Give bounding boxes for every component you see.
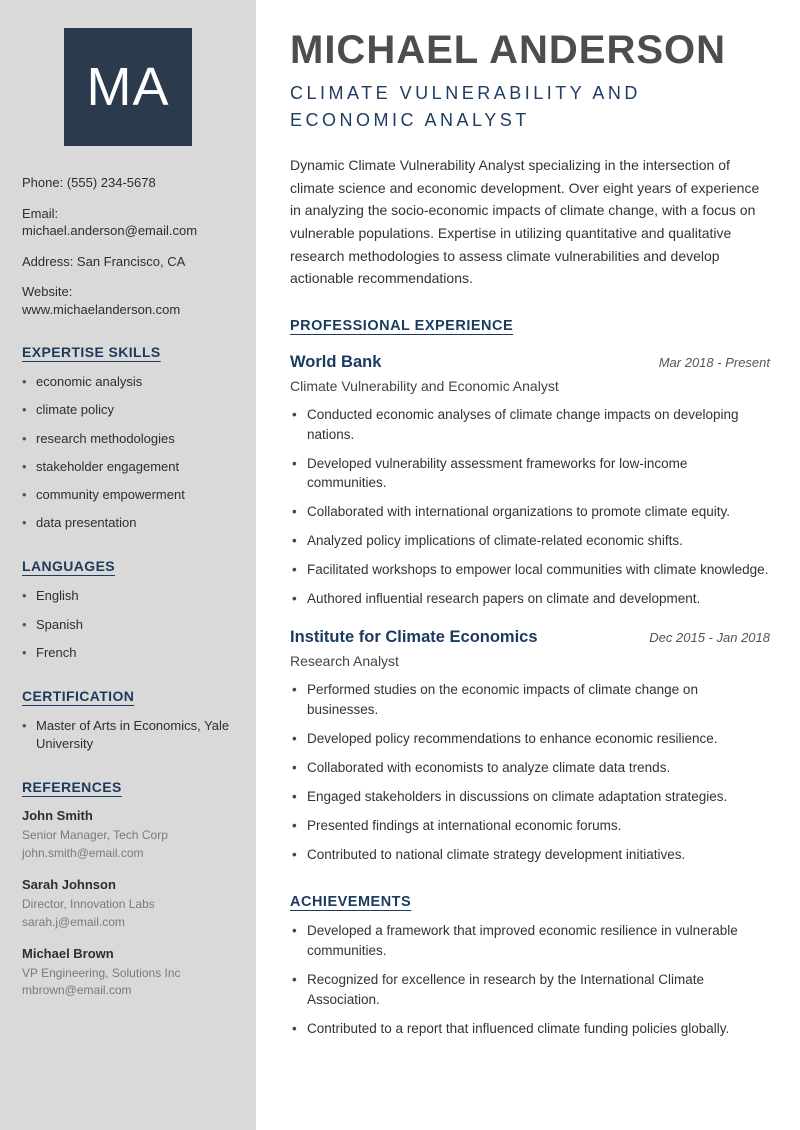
contact-info <box>22 174 234 318</box>
summary-paragraph: Dynamic Climate Vulnerability Analyst specializing in the intersection of climate science and economic development. Over eight years of experience in analyzing the socio-economic impacts of climate change, with a focus on vulnerable populations. Expertise in utilizing quantitative and qualitative research methodologies to assess climate vulnerabilities and develop actionable recommendations. <box>290 157 760 287</box>
achievement-item: • Developed a framework that improved economic resilience in vulnerable communities. <box>290 921 770 960</box>
role-title: Research Analyst <box>290 653 399 670</box>
references-heading: REFERENCES <box>22 779 122 796</box>
achievement-item: • Contributed to a report that influenced climate funding policies globally. <box>290 1019 770 1039</box>
sidebar <box>0 0 256 1130</box>
reference-email: sarah.j@email.com <box>22 914 125 929</box>
experience-bullet: • Performed studies on the economic impacts of climate change on businesses. <box>290 680 770 719</box>
languages-heading: LANGUAGES <box>22 558 116 575</box>
reference-name: John Smith <box>22 808 93 824</box>
achievements-heading: ACHIEVEMENTS <box>290 894 412 911</box>
languages-list <box>22 587 234 662</box>
person-job-title: CLIMATE VULNERABILITY AND ECONOMIC ANALYST <box>290 83 641 130</box>
skill-item: • research methodologies <box>22 430 234 448</box>
skill-item: • community empowerment <box>22 486 234 504</box>
experience-bullet: • Presented findings at international economic forums. <box>290 816 770 836</box>
contact-phone: Phone: (555) 234-5678 <box>22 175 156 190</box>
contact-address: Address: San Francisco, CA <box>22 253 186 269</box>
reference-role: Director, Innovation Labs <box>22 897 155 912</box>
experience-bullet: • Collaborated with economists to analyze climate data trends. <box>290 758 770 778</box>
reference-role: Senior Manager, Tech Corp <box>22 828 168 843</box>
experience-bullet: • Contributed to national climate strategy development initiatives. <box>290 845 770 865</box>
reference-role: VP Engineering, Solutions Inc <box>22 965 181 980</box>
references-section <box>22 779 234 999</box>
experience-bullets <box>290 405 770 609</box>
skill-item: • data presentation <box>22 514 234 532</box>
certification-section <box>22 688 234 753</box>
experience-header <box>290 353 770 372</box>
experience-bullet: • Developed vulnerability assessment frameworks for low-income communities. <box>290 454 770 493</box>
reference-name: Sarah Johnson <box>22 877 116 893</box>
company-name: Institute for Climate Economics <box>290 628 538 647</box>
experience-bullet: • Authored influential research papers on climate and development. <box>290 589 770 609</box>
certification-list <box>22 717 234 753</box>
experience-bullet: • Developed policy recommendations to enhance economic resilience. <box>290 729 770 749</box>
experience-bullet: • Engaged stakeholders in discussions on climate adaptation strategies. <box>290 787 770 807</box>
monogram-avatar: MA <box>64 28 192 146</box>
experience-bullets <box>290 680 770 864</box>
main-content <box>256 0 800 1130</box>
expertise-skills-heading: EXPERTISE SKILLS <box>22 344 161 361</box>
achievement-item: • Recognized for excellence in research by the International Climate Association. <box>290 970 770 1009</box>
expertise-skills-section <box>22 344 234 532</box>
skill-item: • economic analysis <box>22 373 234 391</box>
employment-dates: Mar 2018 - Present <box>658 355 770 371</box>
skill-item: • stakeholder engagement <box>22 458 234 476</box>
languages-section <box>22 558 234 662</box>
professional-experience-heading: PROFESSIONAL EXPERIENCE <box>290 318 514 335</box>
reference-entry <box>22 808 234 862</box>
experience-header <box>290 628 770 647</box>
employment-dates: Dec 2015 - Jan 2018 <box>649 630 770 646</box>
experience-bullet: • Collaborated with international organizations to promote climate equity. <box>290 502 770 522</box>
experience-bullet: • Analyzed policy implications of climate-related economic shifts. <box>290 531 770 551</box>
contact-email: Email: michael.anderson@email.com <box>22 205 198 239</box>
reference-entry <box>22 946 234 1000</box>
reference-name: Michael Brown <box>22 945 114 961</box>
achievements-section <box>290 894 770 1038</box>
skill-item: • climate policy <box>22 401 234 419</box>
company-name: World Bank <box>290 353 382 372</box>
role-title: Climate Vulnerability and Economic Analyst <box>290 378 559 395</box>
reference-entry <box>22 877 234 931</box>
contact-website: Website: www.michaelanderson.com <box>22 284 181 317</box>
reference-email: john.smith@email.com <box>22 845 144 860</box>
achievements-list <box>290 921 770 1038</box>
language-item: • French <box>22 644 234 662</box>
language-item: • Spanish <box>22 616 234 634</box>
certification-heading: CERTIFICATION <box>22 687 135 704</box>
reference-email: mbrown@email.com <box>22 983 132 998</box>
language-item: • English <box>22 587 234 605</box>
experience-entry <box>290 353 770 609</box>
experience-bullet: • Conducted economic analyses of climate change impacts on developing nations. <box>290 405 770 444</box>
experience-bullet: • Facilitated workshops to empower local communities with climate knowledge. <box>290 560 770 580</box>
experience-entry <box>290 628 770 864</box>
person-name: MICHAEL ANDERSON <box>290 28 727 72</box>
expertise-skills-list <box>22 373 234 532</box>
certification-item: • Master of Arts in Economics, Yale University <box>22 717 234 753</box>
